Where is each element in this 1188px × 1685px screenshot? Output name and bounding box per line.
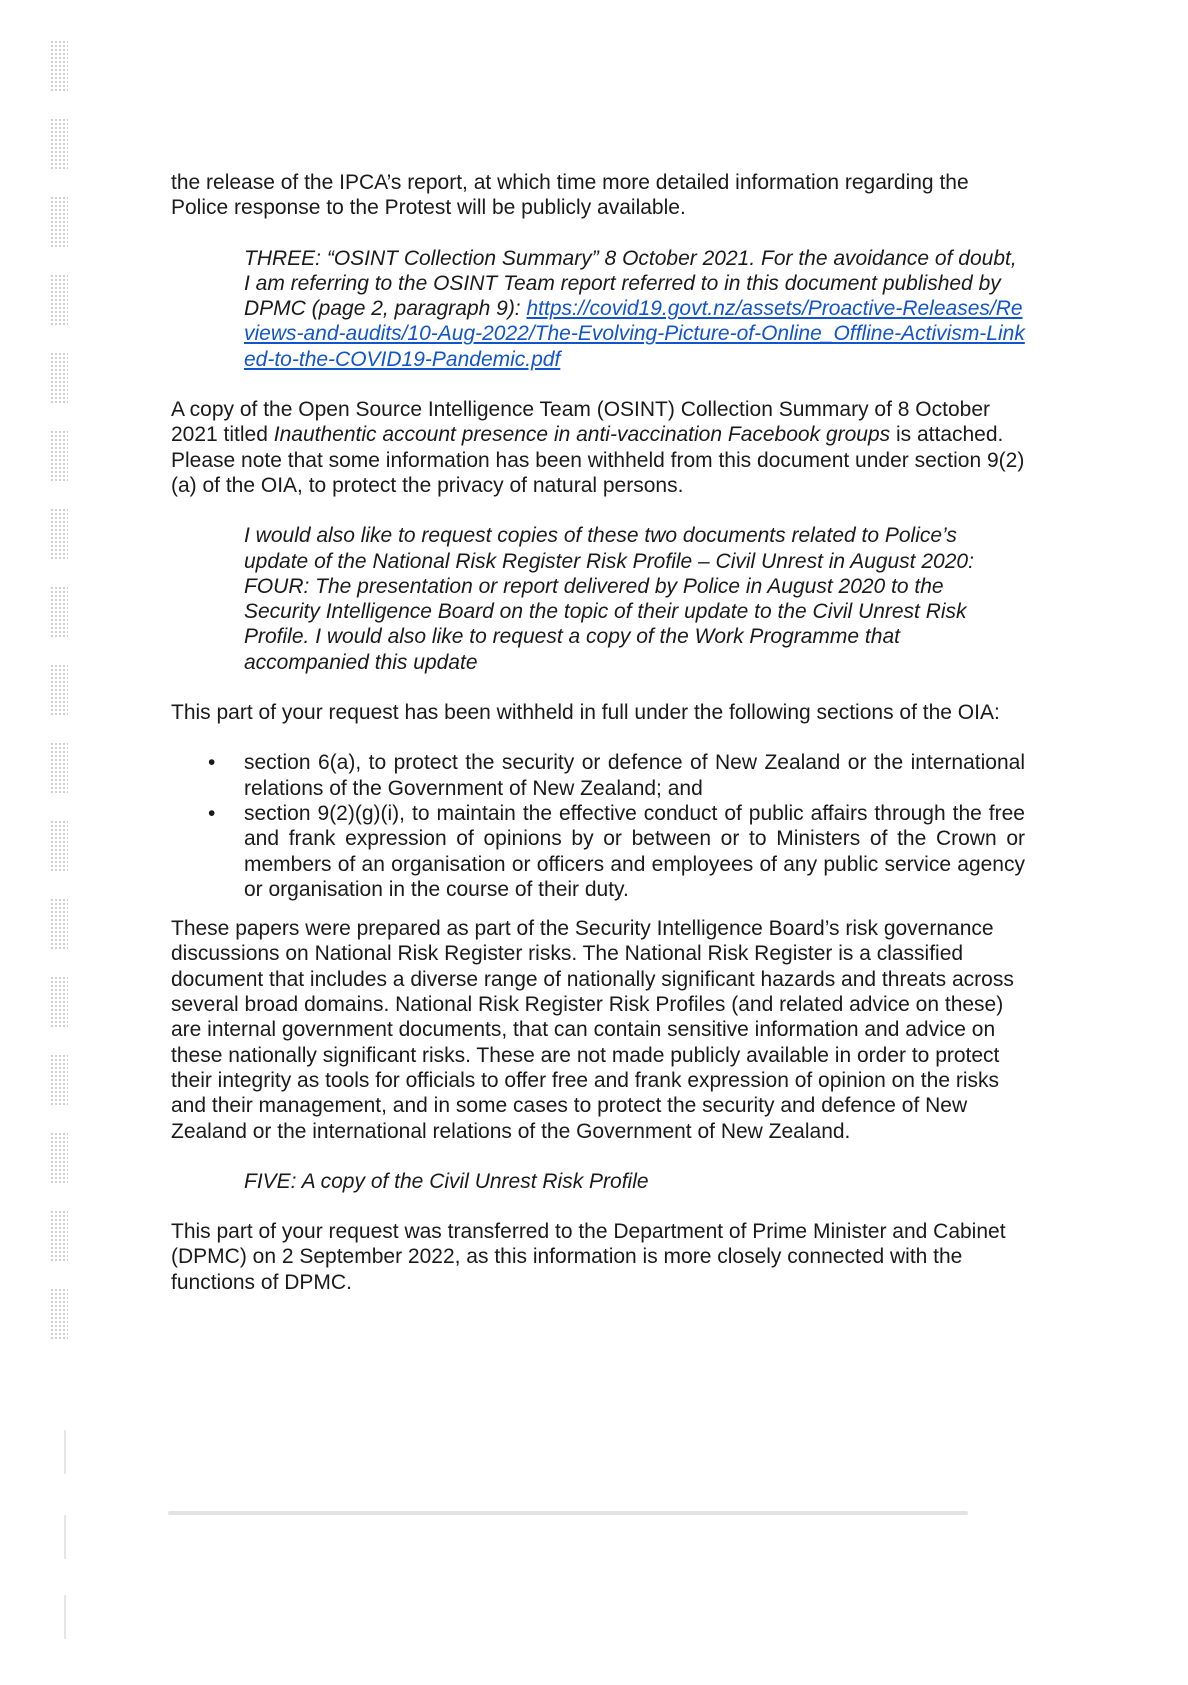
osint-report-title: Inauthentic account presence in anti-vaccination Facebook groups (273, 423, 891, 447)
punch-mark (50, 118, 68, 170)
bullet-icon: • (208, 751, 216, 775)
punch-mark (50, 274, 68, 326)
margin-line (64, 1430, 66, 1474)
request-four: I would also like to request copies of these two documents related to Police’s update of the National Risk Register Risk Profile – Civil Unrest in August 2020: FOUR: The presentation or report delivered by Police in August 2020 to the Security Intelligence Board on the topic of their update to the Civil Unrest Risk Profile. I would also like to request a copy of the Work Programme that accompanied this update (244, 524, 974, 674)
dpmc-report-link[interactable]: https://covid19.govt.nz/assets/Proactive-Releases/Reviews-and-audits/10-Aug-2022/The-Evolving-Picture-of-Online_Offline-Activism-Linked-to-the-COVID19-Pandemic.pdf (244, 297, 1025, 371)
list-item (171, 801, 1025, 902)
punch-mark (50, 196, 68, 248)
punch-mark (50, 664, 68, 716)
list-item (171, 750, 1025, 801)
bullet-icon: • (208, 801, 216, 825)
punch-mark (50, 508, 68, 560)
list-item-text: section 6(a), to protect the security or defence of New Zealand or the international relations of the Government of New Zealand; and (244, 751, 1025, 800)
punch-mark (50, 430, 68, 482)
request-five: FIVE: A copy of the Civil Unrest Risk Profile (244, 1169, 649, 1193)
withholding-grounds-list (171, 750, 1025, 902)
osint-copy-intro: A copy of the Open Source Intelligence Team (OSINT) Collection Summary of 8 October 2021 titled (171, 398, 990, 447)
paragraph-transfer: This part of your request was transferred to the Department of Prime Minister and Cabinet (DPMC) on 2 September 2022, as this information is more closely connected with the functions of DPMC. (171, 1220, 1006, 1294)
punch-mark (50, 1288, 68, 1340)
punch-mark (50, 898, 68, 950)
punch-mark (50, 1054, 68, 1106)
punch-mark (50, 976, 68, 1028)
list-item-text: section 9(2)(g)(i), to maintain the effective conduct of public affairs through the free and frank expression of opinions by or between or to Ministers of the Crown or members of an organisation or officers and employees of any public service agency or organisation in the course of their duty. (244, 801, 1025, 901)
punch-mark (50, 742, 68, 794)
margin-line (64, 1595, 66, 1639)
document-body (171, 170, 1025, 1320)
paragraph-osint-copy (171, 397, 1025, 498)
paragraph-withheld: This part of your request has been withheld in full under the following sections of the OIA: (171, 701, 1000, 725)
request-three-text: THREE: “OSINT Collection Summary” 8 October 2021. For the avoidance of doubt, I am referring to the OSINT Team report referred to in this document published by DPMC (page 2, paragraph 9): (244, 246, 1017, 321)
footer-divider (168, 1511, 968, 1515)
binding-marks (46, 40, 76, 1380)
paragraph-risk-register: These papers were prepared as part of the Security Intelligence Board’s risk governance discussions on National Risk Register risks. The National Risk Register is a classified document that includes a diverse range of nationally significant hazards and threats across several broad domains. National Risk Register Risk Profiles (and related advice on these) are internal government documents, that can contain sensitive information and advice on these nationally significant risks. These are not made publicly available in order to protect their integrity as tools for officials to offer free and frank expression of opinion on the risks and their management, and in some cases to protect the security and defence of New Zealand or the international relations of the Government of New Zealand. (171, 917, 1014, 1143)
punch-mark (50, 1132, 68, 1184)
margin-line (64, 1515, 66, 1559)
punch-mark (50, 1210, 68, 1262)
paragraph-ipca: the release of the IPCA’s report, at which time more detailed information regarding the Police response to the Protest will be publicly available. (171, 171, 969, 220)
request-three (244, 246, 1025, 372)
punch-mark (50, 586, 68, 638)
punch-mark (50, 352, 68, 404)
punch-mark (50, 820, 68, 872)
osint-copy-rest: is attached. Please note that some information has been withheld from this document under section 9(2)(a) of the OIA, to protect the privacy of natural persons. (171, 423, 1025, 497)
punch-mark (50, 40, 68, 92)
